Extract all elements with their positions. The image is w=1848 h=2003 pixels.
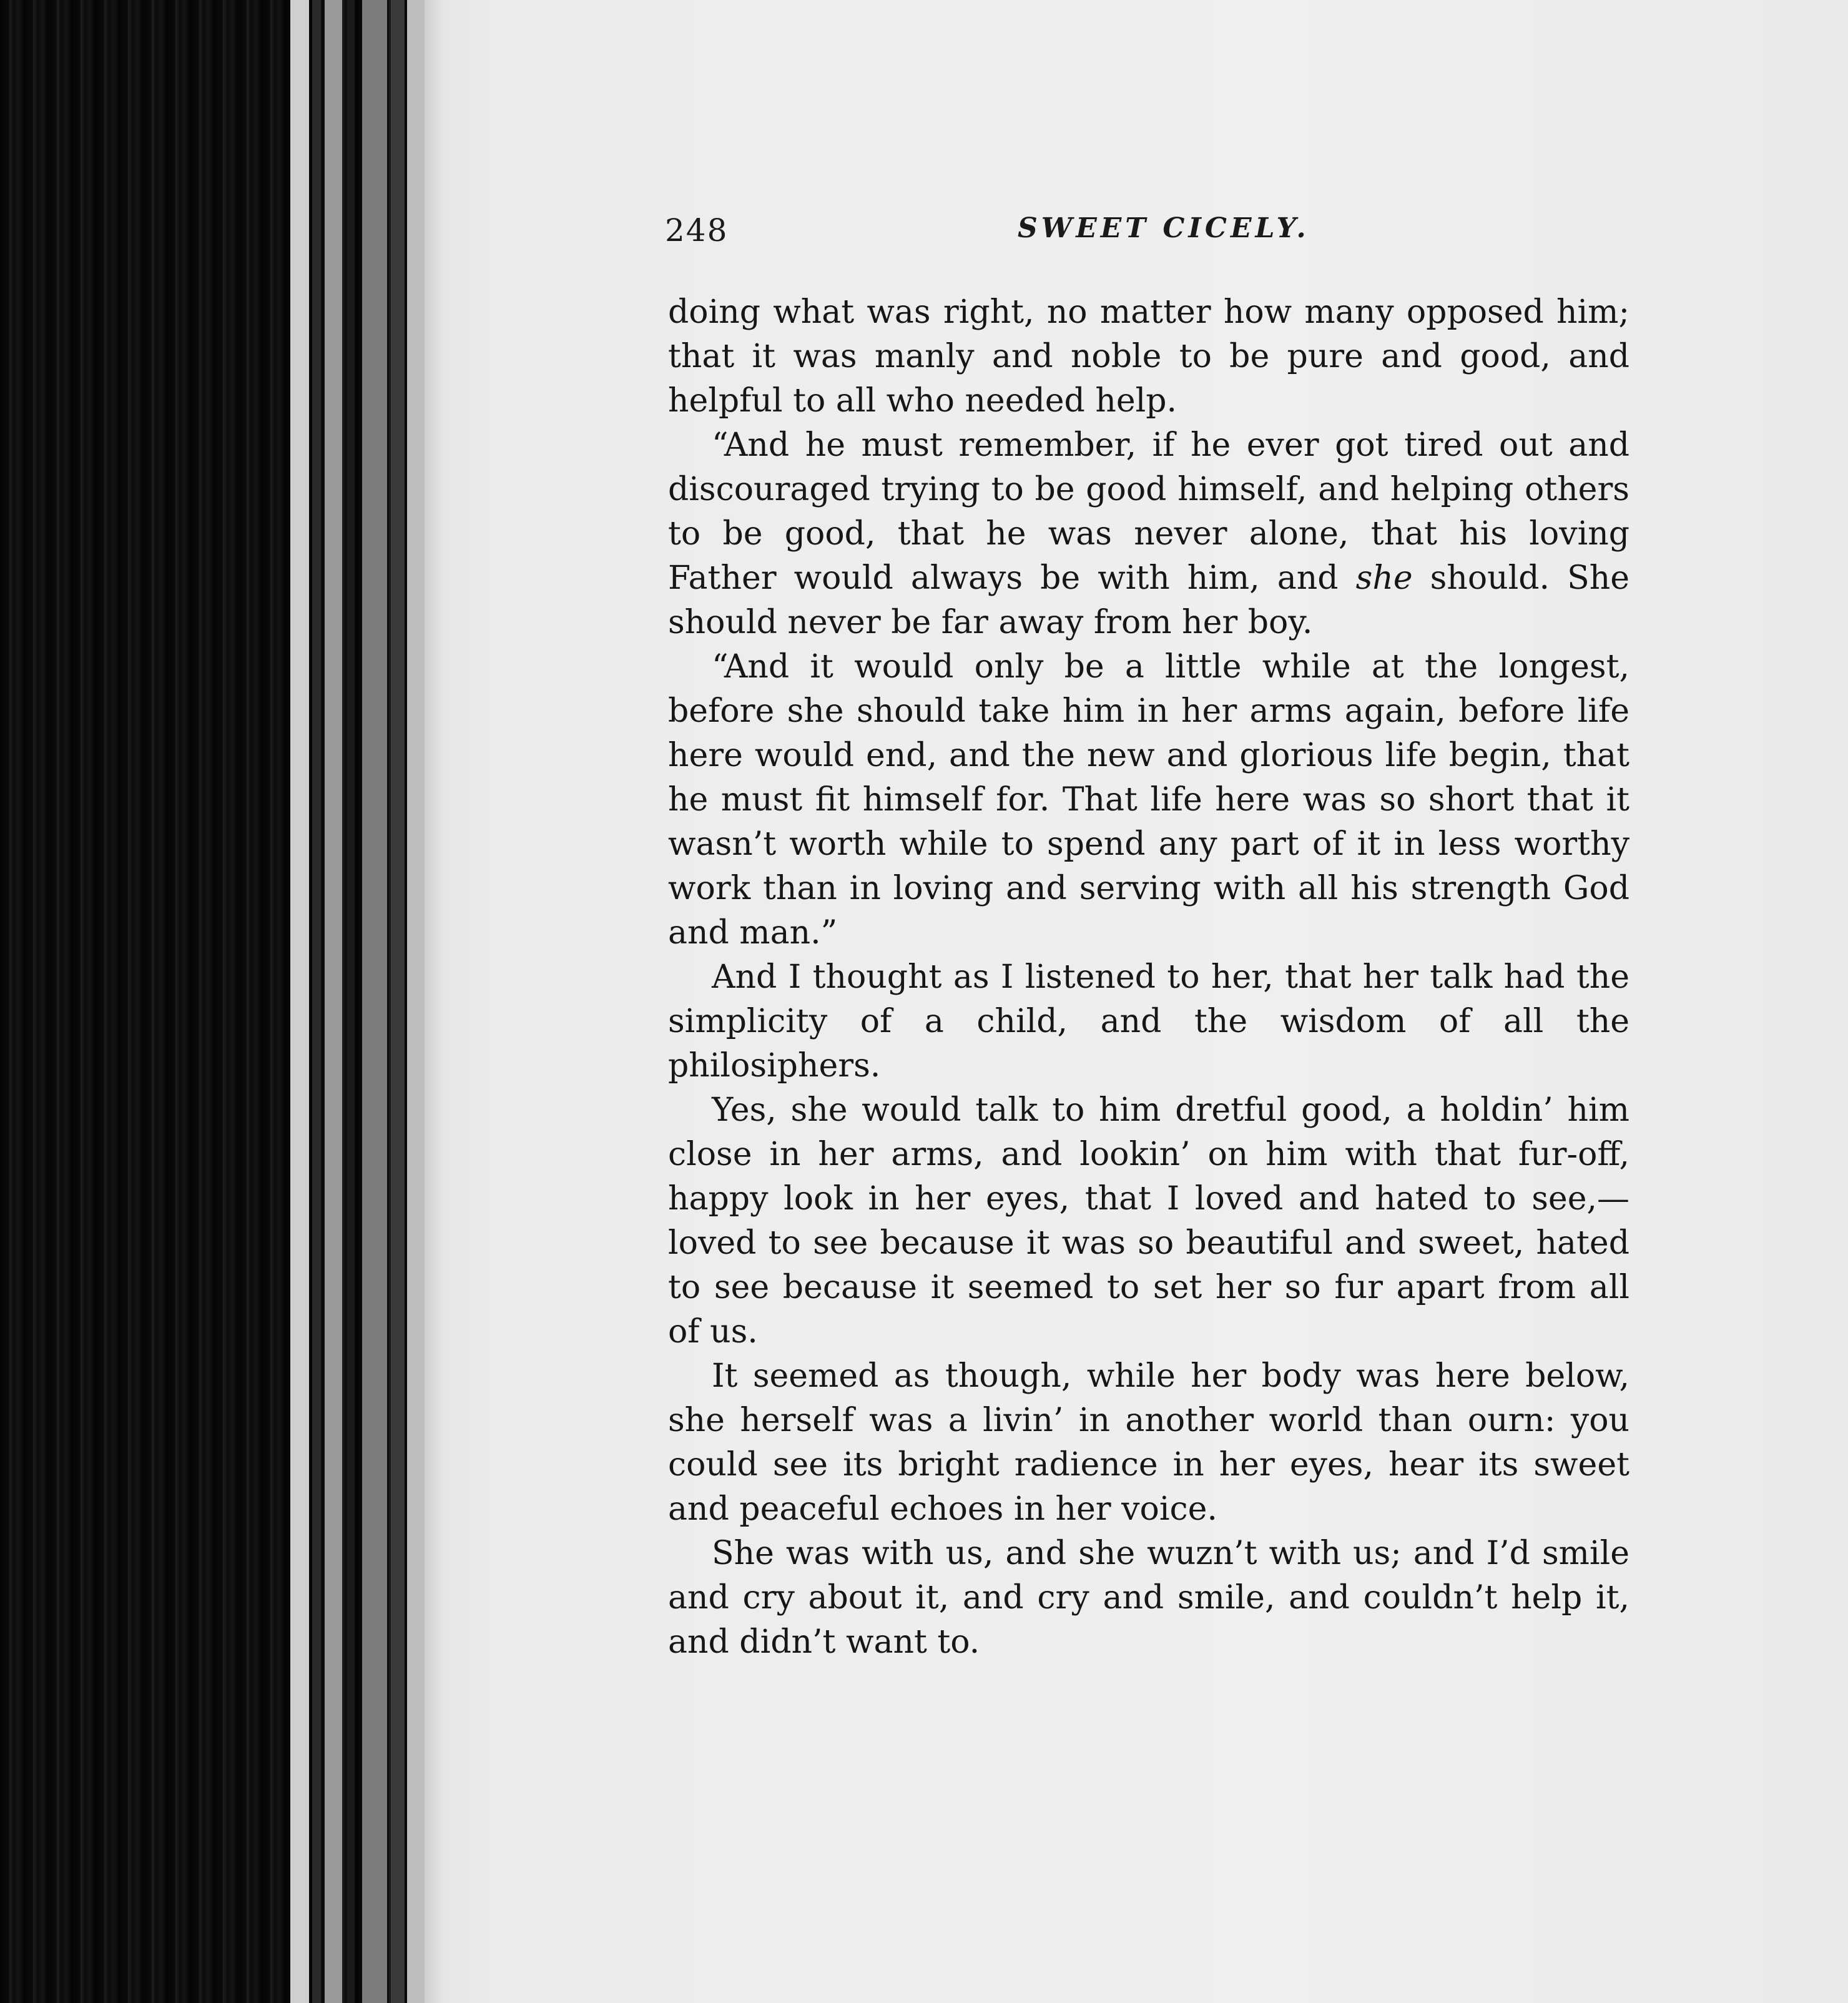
paragraph: She was with us, and she wuzn’t with us; and I’d smile and cry about it, and cry and smile, and couldn’t help it, and didn’t want to. [668,1535,1629,1661]
paragraph [668,423,1629,645]
paragraph: doing what was right, no matter how many opposed him; that it was manly and noble to be pure and good, and helpful to all who needed help. [668,293,1629,420]
paragraph: “And it would only be a little while at the longest, before she should take him in her arms again, before life here would end, and the new and glorious life begin, that he must fit himself for. That life here was so short that it wasn’t worth while to spend any part of it in less worthy work than in loving and serving with all his strength God and man.” [668,648,1629,952]
paragraph: And I thought as I listened to her, that her talk had the simplicity of a child, and the wisdom of all the philosiphers. [668,958,1629,1085]
body-text [668,290,1629,1665]
page-edge-strip [407,0,425,2003]
book-page-edges [0,0,425,2003]
emphasized-word: she [1355,559,1413,597]
paragraph: Yes, she would talk to him dretful good, a holdin’ him close in her arms, and lookin’ on him with that fur-off, happy look in her eyes, that I loved and hated to see,— loved to see because it was so beautiful and sweet, hated to see because it seemed to set her so fur apart from all of us. [668,1091,1629,1351]
running-title: SWEET CICELY. [1018,212,1310,244]
page-edge-strip [391,0,405,2003]
paragraph-text: should. She should never be far away from her boy. [668,559,1629,641]
page-number: 248 [665,212,729,249]
paragraph-text: “And he must remember, if he ever got tired out and discouraged trying to be good himself, and helping others to be good, that he was never alone, that his loving Father would always be with him, and [668,426,1629,597]
page-edge-strip [347,0,355,2003]
page-header [425,212,1848,268]
paragraph: It seemed as though, while her body was here below, she herself was a livin’ in another world than ourn: you could see its bright radience in her eyes, hear its sweet and peaceful echoes in her voice. [668,1357,1629,1528]
page-edge-strip [362,0,387,2003]
page-edge-strip [325,0,342,2003]
page-edge-strip [290,0,309,2003]
book-page [425,0,1848,2003]
page-edge-strip [312,0,321,2003]
